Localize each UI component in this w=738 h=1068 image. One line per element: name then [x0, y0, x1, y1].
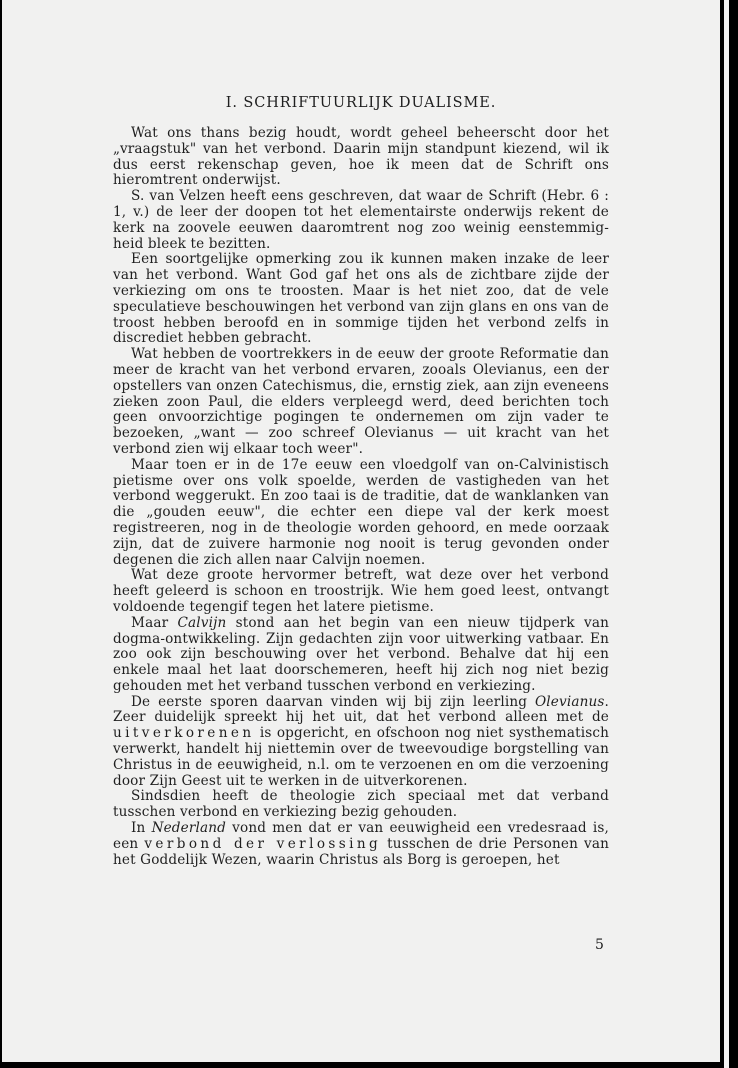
body-text	[113, 126, 609, 868]
paragraph	[113, 695, 609, 790]
page-number: 5	[595, 937, 604, 953]
paragraph: Wat deze groote hervormer betreft, wat deze over het verbond heeft geleerd is schoon en troostrijk. Wie hem goed leest, ontvangt voldoende tegengif tegen het latere pietisme.	[113, 567, 609, 615]
text-span: In	[131, 820, 152, 837]
paragraph: Wat hebben de voortrekkers in de eeuw der groote Reformatie dan meer de kracht van het verbond ervaren, zooals Olevianus, een der opstellers van onzen Catechismus, die, ernstig ziek, aan zijn eveneens zieken zoon Paul, die elders verpleegd werd, deed berichten toch geen onvoorzichtige pogingen te ondernemen om zijn vader te bezoeken, „want — zoo schreef Olevianus — uit kracht van het verbond zien wij elkaar toch weer".	[113, 346, 609, 457]
italic-name: Calvijn	[177, 614, 227, 631]
italic-name: Nederland	[151, 820, 227, 837]
text-span: . Zeer duidelijk spreekt hij het uit, dat het verbond alleen met de	[113, 693, 609, 726]
paragraph: Wat ons thans bezig houdt, wordt geheel beheerscht door het „vraagstuk" van het verbond. Daarin mijn standpunt kiezend, wil ik dus eerst rekenschap geven, hoe ik meen dat de Schrift ons hieromtrent onderwijst.	[113, 125, 609, 189]
paragraph: Een soortgelijke opmerking zou ik kunnen maken inzake de leer van het verbond. Want God gaf het ons als de zichtbare zijde der verkiezing om ons te troosten. Maar is het niet zoo, dat de vele speculatieve beschouwingen het verbond van zijn glans en ons van de troost hebben beroofd en in sommige tijden het verbond zelfs in discrediet hebben gebracht.	[113, 251, 609, 347]
text-span: tusschen de drie Personen van het Goddelijk Wezen, waarin Christus als Borg is geroepen, het	[113, 835, 610, 868]
spaced-emphasis: uitverkorenen	[113, 725, 255, 742]
italic-name: Olevianus	[535, 693, 605, 710]
paragraph: S. van Velzen heeft eens geschreven, dat waar de Schrift (Hebr. 6 : 1, v.) de leer der doopen tot het elementairste onderwijs rekent de kerk na zoovele eeuwen daaromtrent nog zoo weinig eenstemmig-heid bleek te bezitten.	[113, 188, 609, 252]
text-span: Maar	[131, 614, 178, 631]
chapter-heading: I. SCHRIFTUURLIJK DUALISME.	[225, 95, 497, 111]
paragraph: Sindsdien heeft de theologie zich speciaal met dat verband tusschen verbond en verkiezing bezig gehouden.	[113, 788, 609, 821]
text-span: vond men dat er van eeuwigheid een vredesraad is, een	[113, 820, 609, 852]
spaced-emphasis: verbond der verlossing	[144, 835, 382, 852]
paragraph	[113, 616, 609, 695]
paragraph: Maar toen er in de 17e eeuw een vloedgolf van on-Calvinistisch pietisme over ons volk spoelde, werden de vastigheden van het verbond weggerukt. En zoo taai is de traditie, dat de wanklanken van die „gouden eeuw", die echter een diepe val der kerk moest registreeren, nog in de theologie worden gehoord, en mede oorzaak zijn, dat de zuivere harmonie nog nooit is terug gevonden onder degenen die zich allen naar Calvijn noemen.	[113, 456, 609, 568]
page-edge-line	[724, 0, 729, 1068]
text-span: stond aan het begin van een nieuw tijdperk van dogma-ontwikkeling. Zijn gedachten zijn voor uitwerking vatbaar. En zoo ook zijn beschouwing over het verbond. Behalve dat hij een enkele maal het laat doorschemeren, heeft hij zich nog niet bezig gehouden met het verband tusschen verbond en verkiezing.	[113, 614, 610, 694]
text-span: De eerste sporen daarvan vinden wij bij zijn leerling	[131, 693, 535, 710]
text-span: is opgericht, en ofschoon nog niet systhematisch verwerkt, handelt hij niettemin over de tweevoudige borgstelling van Christus in de eeuwigheid, n.l. om te verzoenen en om die verzoening door Zijn Geest uit te werken in de uitverkorenen.	[113, 725, 609, 789]
paragraph	[113, 821, 609, 868]
